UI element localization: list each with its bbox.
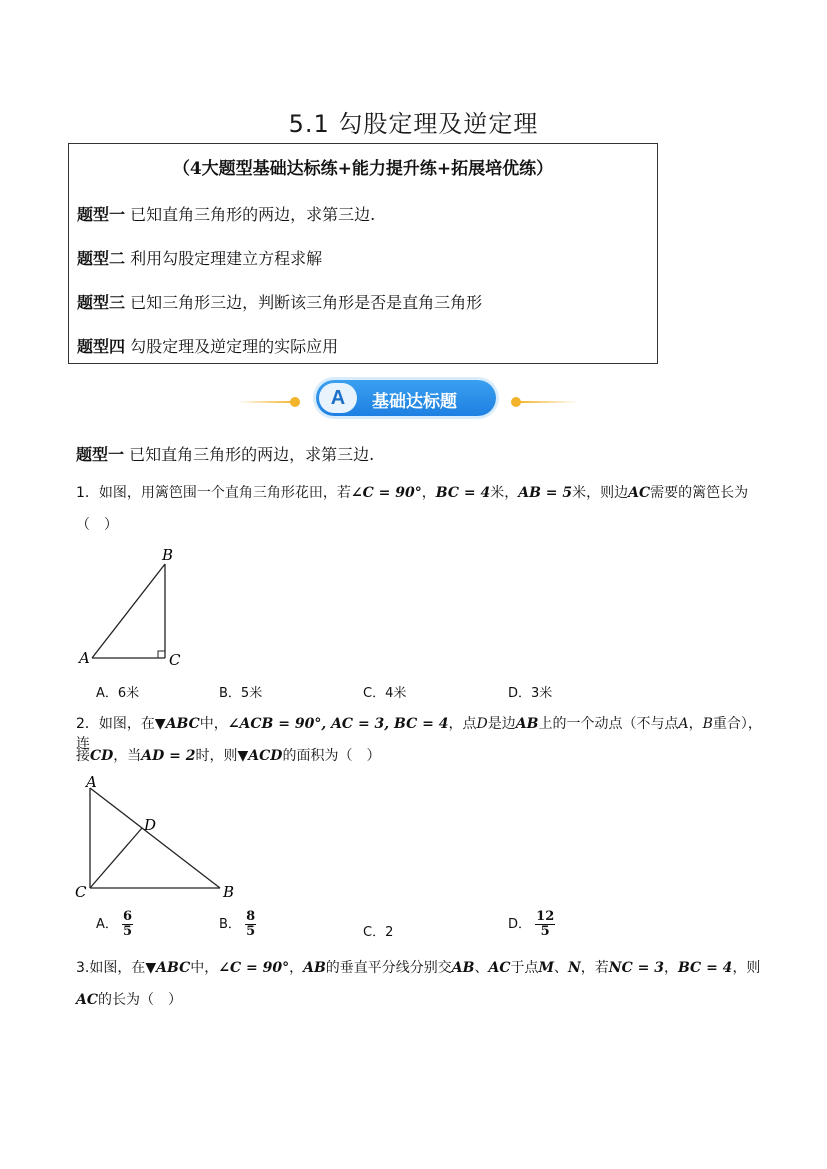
banner-right-line xyxy=(518,401,578,403)
section-label: 题型一 xyxy=(76,445,125,464)
page-title: 5.1 勾股定理及逆定理 xyxy=(288,110,539,138)
option-d: D．3米 xyxy=(508,686,553,701)
question-2-line-2: 接CD，当AD = 2时，则▼ACD的面积为（ ） xyxy=(76,748,381,764)
toc-item-label: 题型二 xyxy=(77,249,126,268)
option-a: A． $\frac{6}{5}$ xyxy=(96,909,133,939)
question-3-line-2: AC的长为（ ） xyxy=(76,992,183,1008)
toc-item xyxy=(77,246,322,269)
vertex-label-c: C xyxy=(75,883,87,901)
banner-label: 基础达标题 xyxy=(372,392,457,412)
toc-item xyxy=(77,334,338,357)
vertex-label-d: D xyxy=(144,816,157,834)
toc-item-label: 题型三 xyxy=(77,293,126,312)
option-b: B．5米 xyxy=(219,686,263,701)
toc-box xyxy=(68,143,658,364)
option-c: C．2 xyxy=(363,925,394,940)
toc-item xyxy=(77,290,482,313)
toc-item-label: 题型四 xyxy=(77,337,126,356)
option-b: B． $\frac{8}{5}$ xyxy=(219,909,256,939)
vertex-label-a: A xyxy=(86,776,97,791)
banner-letter: A xyxy=(319,383,357,413)
option-a: A．6米 xyxy=(96,686,140,701)
question-1-answer-blank: （ ） xyxy=(76,517,118,533)
section-title xyxy=(76,442,374,465)
vertex-label-b: B xyxy=(162,546,174,564)
banner-left-line xyxy=(236,401,296,403)
question-3: 3.如图，在▼ABC中，∠C = 90°，AB的垂直平分线分别交AB、AC于点M、N，若NC = 3，BC = 4，则 xyxy=(76,960,761,976)
toc-item-text: 利用勾股定理建立方程求解 xyxy=(130,249,323,268)
section-banner xyxy=(316,380,496,416)
toc-heading: （4大题型基础达标练+能力提升练+拓展培优练） xyxy=(172,159,554,179)
triangle-figure-2 xyxy=(72,776,242,902)
toc-item-text: 已知直角三角形的两边，求第三边. xyxy=(130,205,376,224)
banner-left-dot xyxy=(290,397,300,407)
toc-item xyxy=(77,202,375,225)
toc-item-text: 已知三角形三边，判断该三角形是否是直角三角形 xyxy=(130,293,483,312)
option-c: C．4米 xyxy=(363,686,407,701)
triangle-figure-1 xyxy=(76,544,196,674)
option-d: D． $\frac{12}{5}$ xyxy=(508,909,555,939)
vertex-label-c: C xyxy=(169,651,181,669)
toc-item-label: 题型一 xyxy=(77,205,126,224)
vertex-label-a: A xyxy=(79,649,90,667)
question-1: 1．如图，用篱笆围一个直角三角形花田，若∠C = 90°，BC = 4米，AB = 5米，则边AC需要的篱笆长为 xyxy=(76,485,749,501)
toc-item-text: 勾股定理及逆定理的实际应用 xyxy=(130,337,339,356)
vertex-label-b: B xyxy=(223,883,235,901)
section-text: 已知直角三角形的两边，求第三边. xyxy=(129,445,375,464)
question-2: 2．如图，在▼ABC中，∠ACB = 90°, AC = 3, BC = 4，点D是边AB上的一个动点（不与点A，B重合），连 xyxy=(76,716,762,752)
